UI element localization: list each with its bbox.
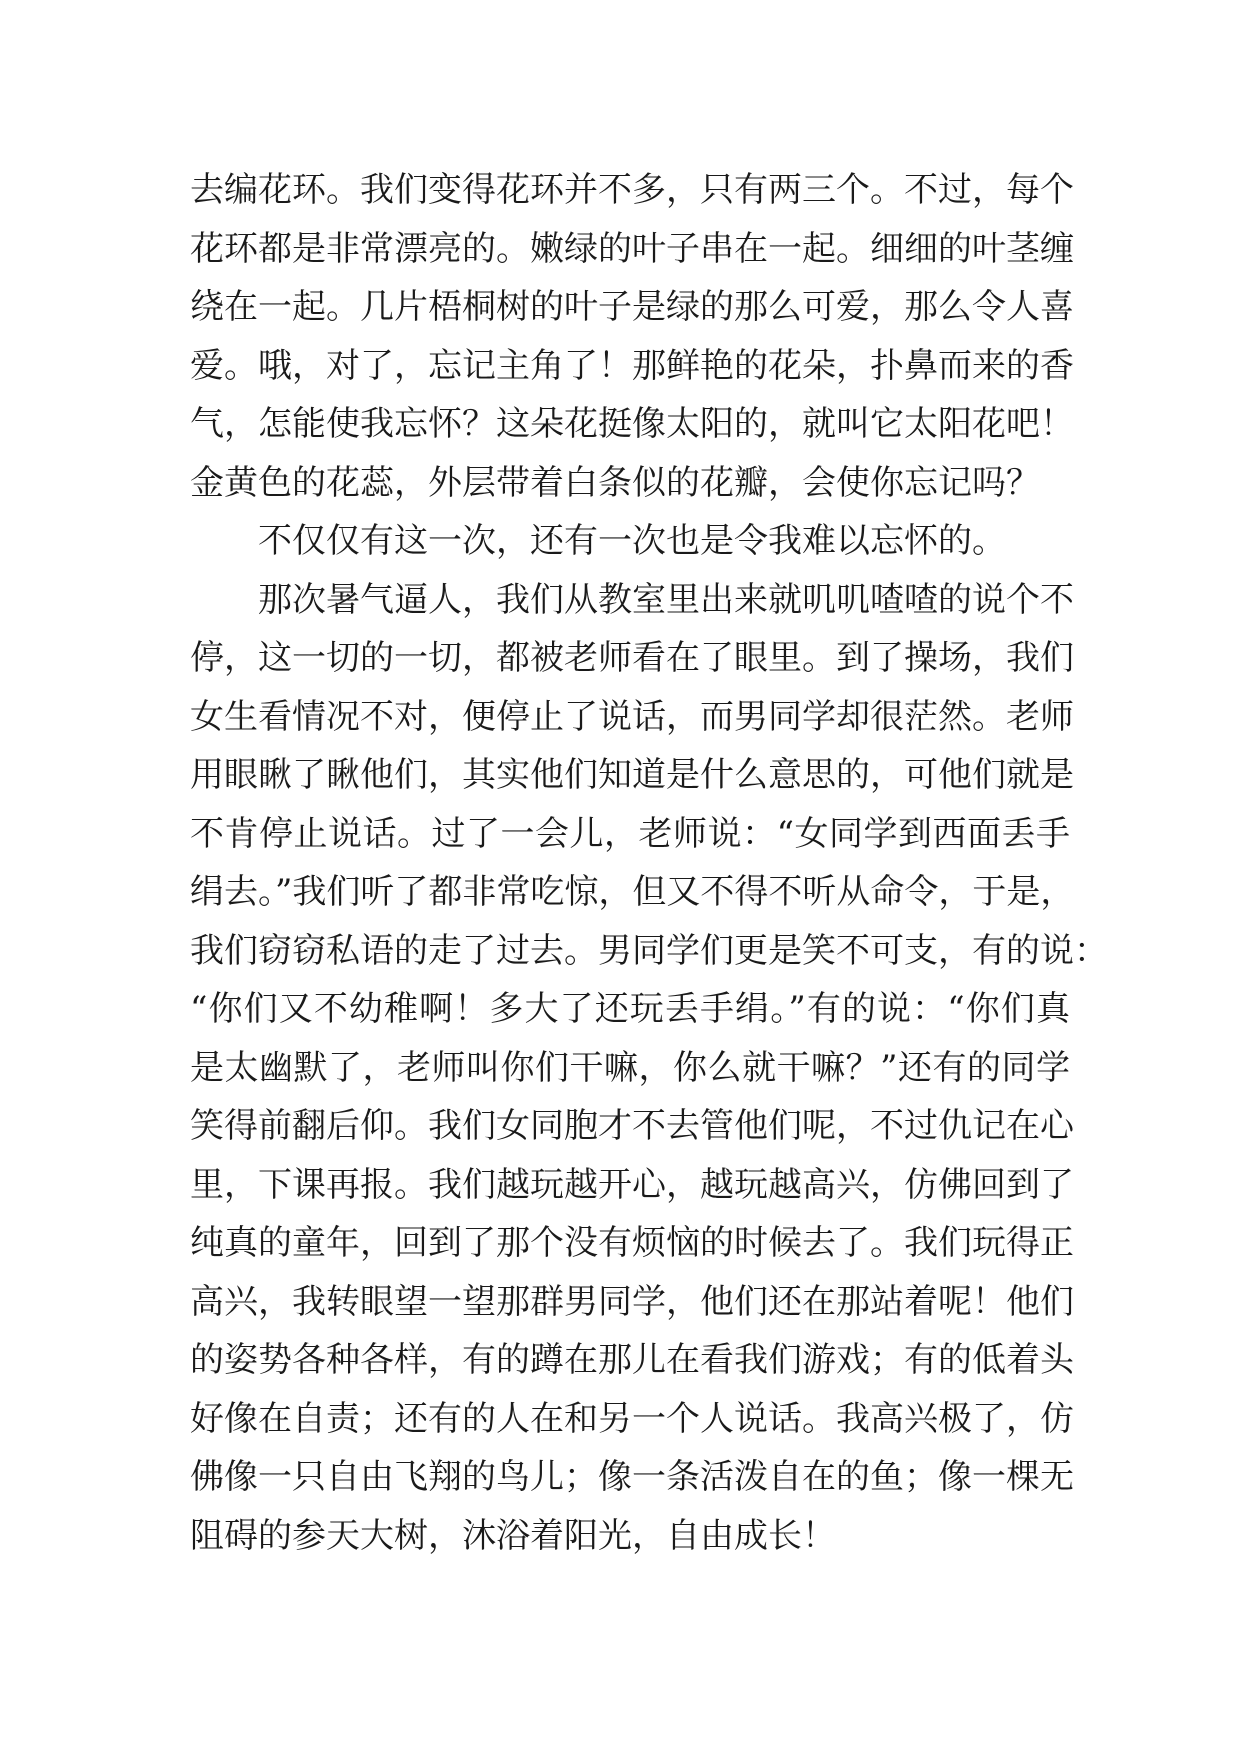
text-line: 花环都是非常漂亮的。嫩绿的叶子串在一起。细细的叶茎缠 [190,228,1074,269]
text-line: 女生看情况不对，便停止了说话，而男同学却很茫然。老师 [190,696,1074,737]
text-line: 里，下课再报。我们越玩越开心，越玩越高兴，仿佛回到了 [190,1164,1074,1205]
text-line: 是太幽默了，老师叫你们干嘛，你么就干嘛？”还有的同学 [190,1047,1070,1088]
text-line: 爱。哦，对了，忘记主角了！那鲜艳的花朵，扑鼻而来的香 [190,345,1074,386]
paragraph-first-line: 那次暑气逼人，我们从教室里出来就叽叽喳喳的说个不 [258,579,1074,620]
text-line: 绢去。”我们听了都非常吃惊，但又不得不听从命令，于是， [190,872,1075,912]
text-line: 笑得前翻后仰。我们女同胞才不去管他们呢，不过仇记在心 [190,1106,1074,1146]
text-line: 的姿势各种各样，有的蹲在那儿在看我们游戏；有的低着头 [190,1340,1074,1380]
text-line: 金黄色的花蕊，外层带着白条似的花瓣，会使你忘记吗？ [190,462,1040,503]
text-line: 佛像一只自由飞翔的鸟儿；像一条活泼自在的鱼；像一棵无 [190,1457,1074,1497]
text-line: 去编花环。我们变得花环并不多，只有两三个。不过，每个 [190,170,1074,210]
body-text [190,161,1108,1565]
text-line: 用眼瞅了瞅他们，其实他们知道是什么意思的，可他们就是 [190,755,1074,795]
text-line: 纯真的童年，回到了那个没有烦恼的时候去了。我们玩得正 [190,1223,1074,1263]
text-line: 停，这一切的一切，都被老师看在了眼里。到了操场，我们 [190,638,1074,678]
text-line: 我们窃窃私语的走了过去。男同学们更是笑不可支，有的说： [190,930,1108,971]
text-line: 不肯停止说话。过了一会儿，老师说：“女同学到西面丢手 [190,813,1070,854]
text-line: 好像在自责；还有的人在和另一个人说话。我高兴极了，仿 [190,1398,1074,1439]
text-line: 绕在一起。几片梧桐树的叶子是绿的那么可爱，那么令人喜 [190,287,1074,327]
paragraph-first-line: 不仅仅有这一次，还有一次也是令我难以忘怀的。 [258,521,1006,561]
text-line: 阻碍的参天大树，沐浴着阳光，自由成长！ [190,1515,836,1556]
text-line: 高兴，我转眼望一望那群男同学，他们还在那站着呢！他们 [190,1281,1074,1322]
text-line: 气，怎能使我忘怀？这朵花挺像太阳的，就叫它太阳花吧！ [190,404,1074,444]
text-line: “你们又不幼稚啊！多大了还玩丢手绢。”有的说：“你们真 [190,989,1070,1029]
